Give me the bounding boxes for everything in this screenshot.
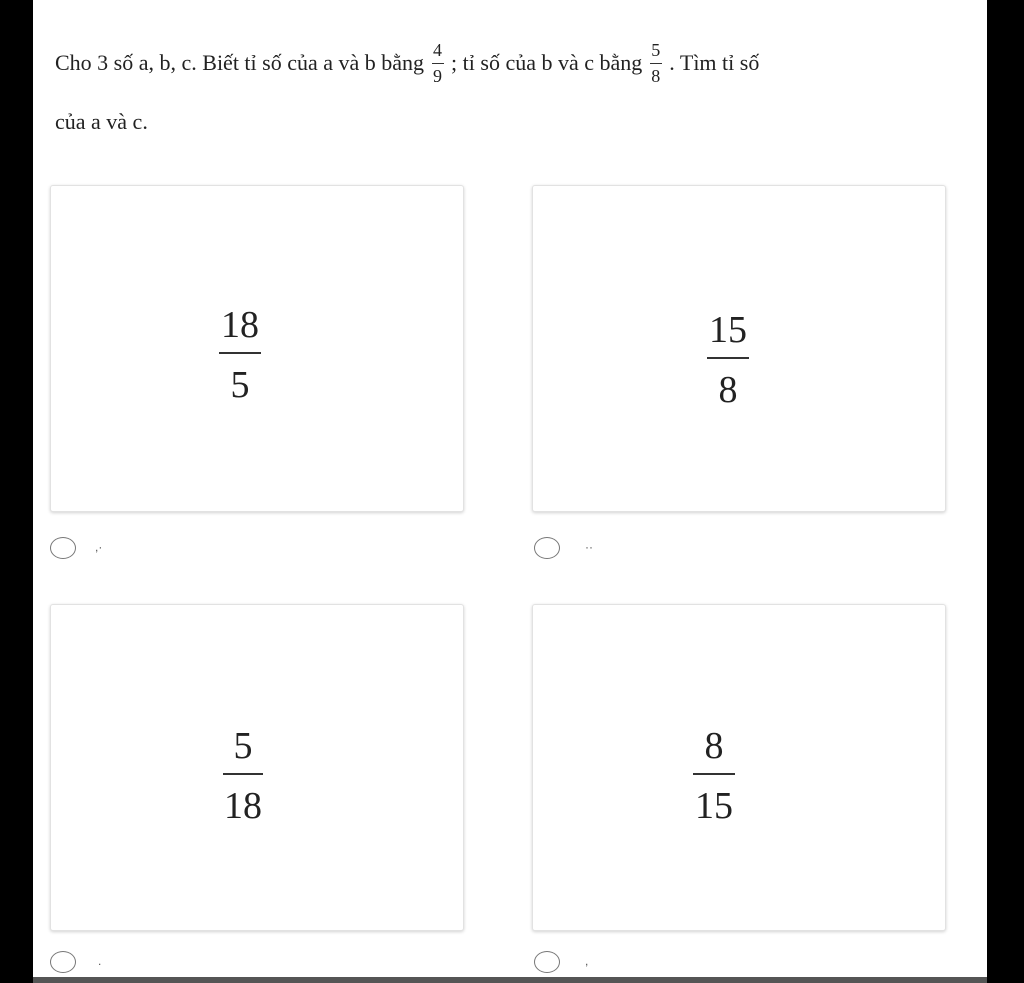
fraction-bar xyxy=(432,63,444,64)
answer-fraction xyxy=(693,727,735,825)
answer-radio-2[interactable] xyxy=(534,537,560,559)
fraction-numerator: 8 xyxy=(704,725,724,767)
answer-fraction xyxy=(223,727,263,825)
answer-radio-label-2: ·· xyxy=(585,540,593,554)
window-bottom-edge xyxy=(33,977,987,983)
fraction-numerator: 15 xyxy=(709,309,747,351)
fraction-denominator: 8 xyxy=(651,66,661,86)
fraction-numerator: 5 xyxy=(651,40,661,60)
answer-fraction xyxy=(707,311,749,409)
answer-card-2[interactable] xyxy=(532,185,946,512)
fraction-denominator: 9 xyxy=(433,66,443,86)
fraction-denominator: 15 xyxy=(695,785,733,827)
fraction-numerator: 18 xyxy=(221,304,259,346)
inline-fraction-a-b xyxy=(431,40,444,86)
question-part-1: Cho 3 số a, b, c. Biết tỉ số của a và b bằng xyxy=(55,50,425,75)
answer-card-4[interactable] xyxy=(532,604,946,931)
fraction-bar xyxy=(223,773,263,775)
answer-radio-1[interactable] xyxy=(50,537,76,559)
answer-radio-label-4: , xyxy=(585,954,589,968)
answer-radio-label-3: . xyxy=(98,954,102,968)
question-text xyxy=(55,30,955,134)
question-part-2: ; tỉ số của b và c bằng xyxy=(451,50,643,75)
fraction-bar xyxy=(693,773,735,775)
answer-radio-label-1: ,· xyxy=(95,540,103,554)
fraction-denominator: 18 xyxy=(224,785,262,827)
question-line-1 xyxy=(55,30,955,96)
fraction-denominator: 5 xyxy=(230,364,250,406)
fraction-numerator: 5 xyxy=(233,725,253,767)
fraction-bar xyxy=(219,352,261,354)
answer-card-3[interactable] xyxy=(50,604,464,931)
inline-fraction-b-c xyxy=(649,40,662,86)
fraction-bar xyxy=(650,63,662,64)
answer-card-1[interactable] xyxy=(50,185,464,512)
fraction-bar xyxy=(707,357,749,359)
question-part-3: . Tìm tỉ số xyxy=(669,50,760,75)
answer-radio-3[interactable] xyxy=(50,951,76,973)
answer-fraction xyxy=(219,306,261,404)
question-line-2: của a và c. xyxy=(55,109,148,134)
answer-radio-4[interactable] xyxy=(534,951,560,973)
quiz-page xyxy=(33,0,987,983)
fraction-numerator: 4 xyxy=(433,40,443,60)
fraction-denominator: 8 xyxy=(718,369,738,411)
